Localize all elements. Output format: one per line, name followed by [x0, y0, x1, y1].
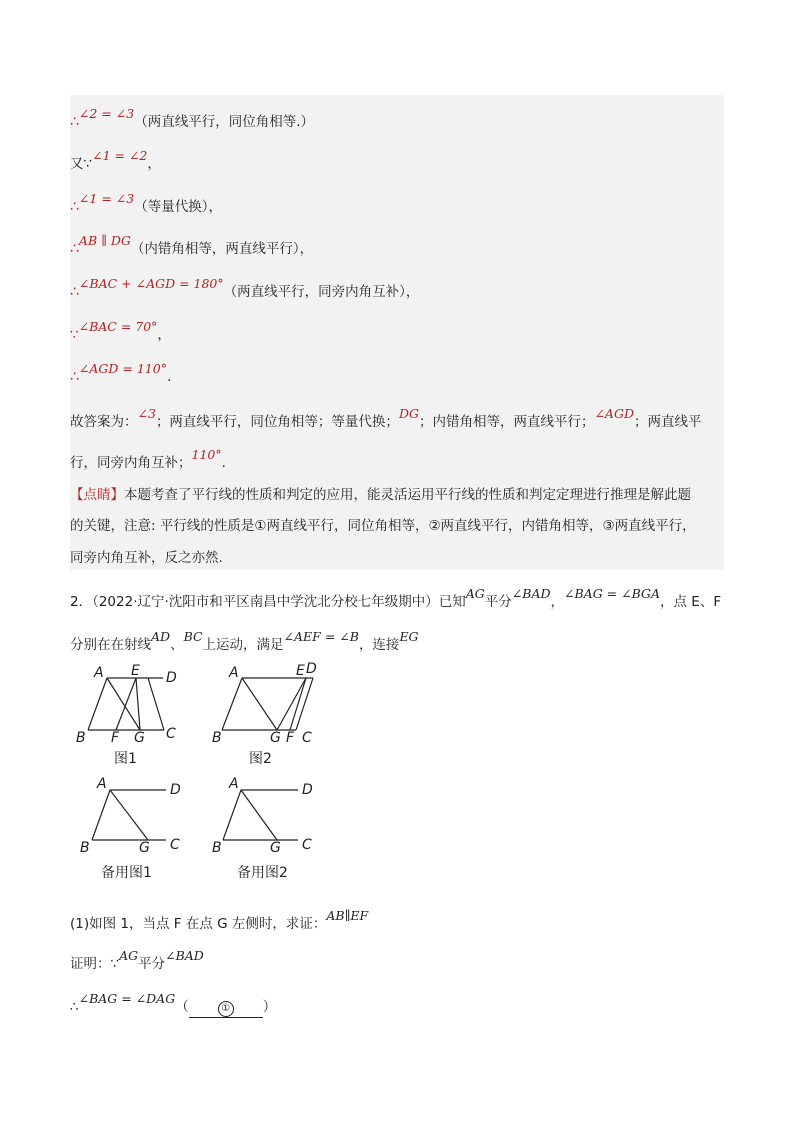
label-B: B — [212, 840, 222, 856]
label-E: E — [296, 663, 305, 679]
label-D: D — [170, 782, 181, 798]
note-tag: 【点睛】 — [70, 487, 124, 503]
label-D: D — [166, 670, 177, 686]
note-line-1: 【点睛】本题考查了平行线的性质和判定的应用，能灵活运用平行线的性质和判定定理进行推理是解此题 — [70, 487, 691, 503]
answer-line-5: ∴∠BAC + ∠AGD = 180°（两直线平行，同旁内角互补）， — [70, 276, 420, 300]
label-A: A — [229, 665, 239, 681]
backup-figure-2-caption: 备用图2 — [237, 865, 288, 881]
answer-line-7: ∴∠AGD = 110°. — [70, 361, 172, 385]
answer-summary-line-2: 行，同旁内角互补；110°. — [70, 447, 226, 471]
note-line-3: 同旁内角互补，反之亦然. — [70, 550, 223, 566]
label-G: G — [139, 840, 150, 856]
label-C: C — [302, 837, 312, 853]
label-C: C — [302, 730, 312, 746]
label-D: D — [302, 782, 313, 798]
answer-blank-1[interactable]: ① — [189, 998, 263, 1018]
question-line-2: 分别在在射线AD、BC上运动，满足∠AEF = ∠B，连接EG — [70, 629, 419, 653]
figure-2-caption: 图2 — [249, 751, 272, 767]
label-F: F — [111, 730, 120, 746]
label-B: B — [76, 730, 86, 746]
answer-line-2: 又∵∠1 = ∠2， — [70, 148, 161, 172]
label-B: B — [212, 730, 222, 746]
part1-proof-line-1: 证明：∵AG平分∠BAD — [70, 948, 204, 972]
label-A: A — [94, 665, 104, 681]
backup-figure-2-diagram — [223, 790, 298, 840]
label-G: G — [270, 840, 281, 856]
figure-1-caption: 图1 — [114, 751, 137, 767]
label-G: G — [134, 730, 145, 746]
label-B: B — [80, 840, 90, 856]
part1-question: (1)如图 1，当点 F 在点 G 左侧时，求证：AB∥EF — [70, 908, 369, 932]
answer-line-6: ∵∠BAC = 70°， — [70, 319, 171, 343]
label-F: F — [286, 730, 295, 746]
answer-line-3: ∴∠1 = ∠3（等量代换）， — [70, 191, 222, 215]
backup-figure-1-diagram — [92, 790, 166, 840]
backup-figure-1-caption: 备用图1 — [101, 865, 152, 881]
question-line-1: 2．（2022·辽宁·沈阳市和平区南昌中学沈北分校七年级期中）已知AG平分∠BAD，∠BAG = ∠BGA，点 E、F — [70, 586, 722, 610]
answer-line-1: ∴∠2 = ∠3（两直线平行，同位角相等.） — [70, 106, 314, 130]
label-C: C — [166, 726, 176, 742]
label-A: A — [97, 776, 107, 792]
label-D: D — [306, 661, 317, 677]
note-line-2: 的关键，注意: 平行线的性质是①两直线平行，同位角相等，②两直线平行，内错角相等，③两直线平行， — [70, 518, 696, 534]
label-G: G — [270, 730, 281, 746]
label-A: A — [229, 776, 239, 792]
label-C: C — [170, 837, 180, 853]
part1-proof-line-2: ∴∠BAG = ∠DAG（ ① ） — [70, 998, 276, 1018]
label-E: E — [131, 663, 140, 679]
answer-summary-line-1: 故答案为：∠3；两直线平行，同位角相等；等量代换；DG；内错角相等，两直线平行；∠AGD；两直线平 — [70, 406, 702, 430]
figure-1-diagram — [88, 678, 164, 730]
answer-line-4: ∴AB ∥ DG（内错角相等，两直线平行）， — [70, 233, 314, 257]
figure-2-diagram — [222, 678, 313, 730]
